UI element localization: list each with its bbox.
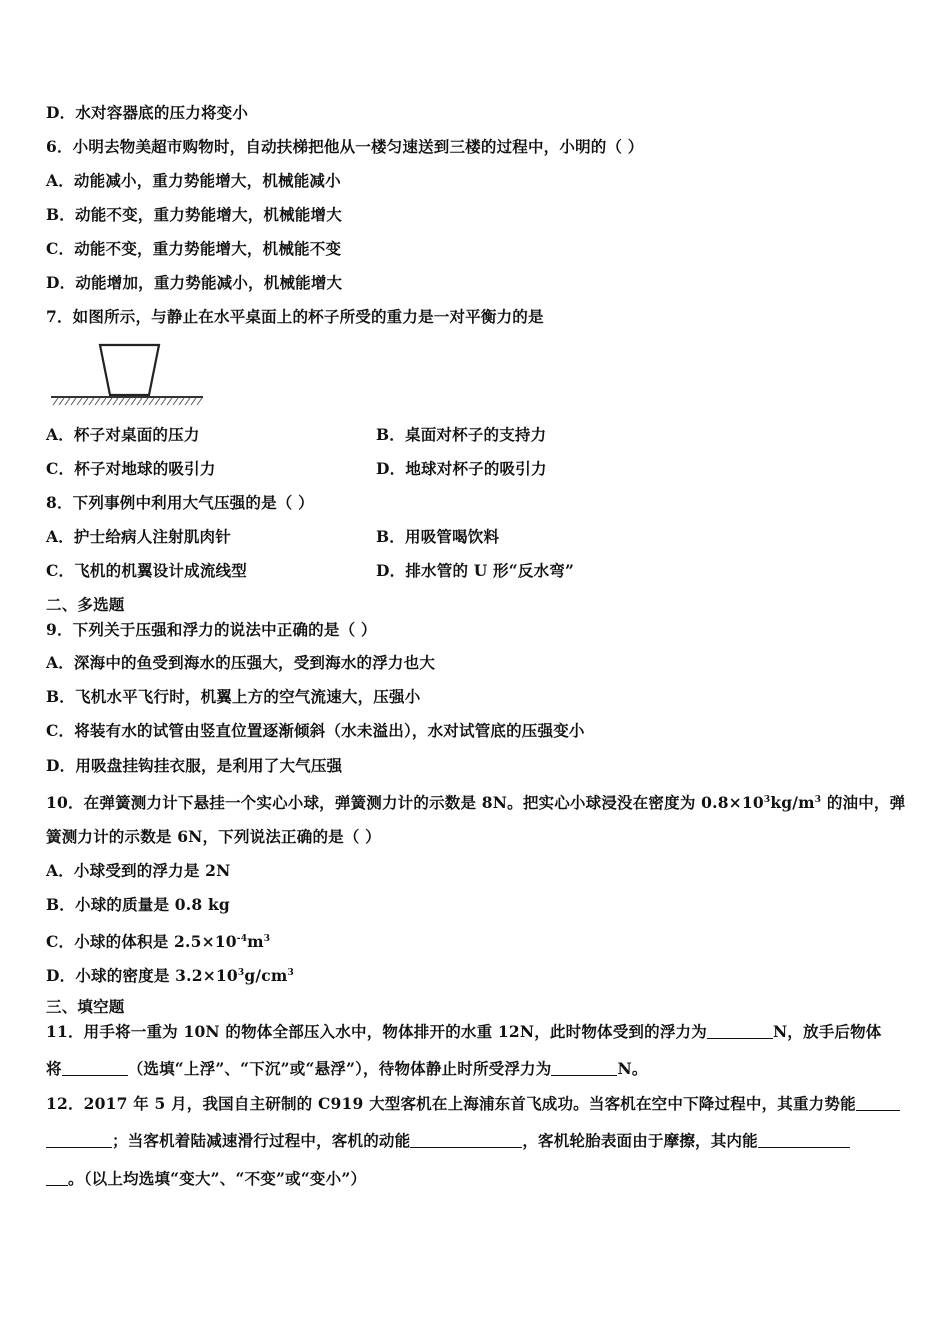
q7-option-a: A．杯子对桌面的压力 (46, 425, 200, 444)
q6-option-a: A．动能减小，重力势能增大，机械能减小 (46, 171, 341, 190)
question-10-line-2: 簧测力计的示数是 6N，下列说法正确的是（ ） (46, 827, 381, 846)
q11-text-c: 将 (46, 1059, 62, 1078)
q8-option-d: D．排水管的 U 形“反水弯” (376, 561, 575, 580)
q11-blank-3[interactable] (551, 1061, 617, 1076)
section-heading-multi-choice: 二、多选题 (46, 595, 125, 614)
q10d-sup-2: 3 (287, 968, 294, 978)
question-12-line-2 (46, 1131, 850, 1151)
q11-text-e: N。 (617, 1059, 648, 1078)
q8-option-a: A．护士给病人注射肌肉针 (46, 527, 231, 546)
q7-option-c: C．杯子对地球的吸引力 (46, 459, 216, 478)
q11-text-d: （选填“上浮”、“下沉”或“悬浮”），待物体静止时所受浮力为 (127, 1059, 552, 1078)
question-6: 6．小明去物美超市购物时，自动扶梯把他从一楼匀速送到三楼的过程中，小明的（ ） (46, 137, 644, 156)
table-hatching (53, 398, 202, 405)
q10-option-a: A．小球受到的浮力是 2N (46, 861, 231, 880)
q10-option-c (46, 929, 270, 952)
q10-text-a: 10．在弹簧测力计下悬挂一个实心小球，弹簧测力计的示数是 8N。把实心小球浸没在密度为 0.8×10 (46, 793, 764, 812)
option-d-line: D．水对容器底的压力将变小 (46, 103, 249, 122)
cup-shape (100, 345, 159, 395)
q6-option-c: C．动能不变，重力势能增大，机械能不变 (46, 239, 342, 258)
q6-option-b: B．动能不变，重力势能增大，机械能增大 (46, 205, 342, 224)
question-7: 7．如图所示，与静止在水平桌面上的杯子所受的重力是一对平衡力的是 (46, 307, 544, 326)
q10-option-b: B．小球的质量是 0.8 kg (46, 895, 230, 914)
q10d-sup-1: 3 (237, 968, 245, 978)
q10d-text-b: g/cm (244, 966, 288, 985)
q11-blank-1[interactable] (707, 1024, 773, 1039)
cup-on-table-figure (48, 342, 208, 408)
q10-option-d (46, 963, 294, 986)
q9-option-c: C．将装有水的试管由竖直位置逐渐倾斜（水未溢出），水对试管底的压强变小 (46, 721, 585, 740)
q12-text-a: 12．2017 年 5 月，我国自主研制的 C919 大型客机在上海浦东首飞成功。当客机在空中下降过程中，其重力势能 (46, 1094, 856, 1113)
q12-blank-3a[interactable] (758, 1133, 850, 1148)
q10-sup-2: 3 (814, 795, 822, 805)
q10-sup-1: 3 (763, 795, 771, 805)
q11-text-a: 11．用手将一重为 10N 的物体全部压入水中，物体排开的水重 12N，此时物体受到的浮力为 (46, 1022, 707, 1041)
q12-blank-1b[interactable] (46, 1133, 112, 1148)
question-12-line-3 (46, 1169, 366, 1189)
q9-option-a: A．深海中的鱼受到海水的压强大，受到海水的浮力也大 (46, 653, 436, 672)
q10c-sup-1: -4 (236, 934, 248, 944)
question-11-line-1 (46, 1022, 882, 1042)
q10d-text-a: D．小球的密度是 3.2×10 (46, 966, 238, 985)
q11-text-b: N，放手后物体 (772, 1022, 882, 1041)
q12-blank-2[interactable] (410, 1133, 522, 1148)
question-11-line-2 (46, 1059, 648, 1079)
question-8: 8．下列事例中利用大气压强的是（ ） (46, 493, 314, 512)
q10c-text-b: m (247, 932, 264, 951)
q8-option-b: B．用吸管喝饮料 (376, 527, 500, 546)
section-heading-fill-blank: 三、填空题 (46, 997, 125, 1016)
q10c-text-a: C．小球的体积是 2.5×10 (46, 932, 237, 951)
q6-option-d: D．动能增加，重力势能减小，机械能增大 (46, 273, 343, 292)
q10-text-c: 的油中，弹 (821, 793, 906, 812)
q10c-sup-2: 3 (263, 934, 271, 944)
question-12-line-1 (46, 1094, 900, 1114)
question-10-line-1 (46, 790, 905, 813)
q9-option-d: D．用吸盘挂钩挂衣服，是利用了大气压强 (46, 756, 343, 775)
q7-option-b: B．桌面对杯子的支持力 (376, 425, 547, 444)
question-9: 9．下列关于压强和浮力的说法中正确的是（ ） (46, 620, 377, 639)
q10-text-b: kg/m (770, 793, 815, 812)
q12-text-b: ；当客机着陆减速滑行过程中，客机的动能 (112, 1131, 411, 1150)
q12-text-c: ，客机轮胎表面由于摩擦，其内能 (522, 1131, 758, 1150)
q9-option-b: B．飞机水平飞行时，机翼上方的空气流速大，压强小 (46, 687, 421, 706)
q12-blank-3b[interactable] (46, 1171, 68, 1186)
q12-text-d: 。（以上均选填“变大”、“不变”或“变小”） (68, 1169, 367, 1188)
q7-option-d: D．地球对杯子的吸引力 (376, 459, 547, 478)
q12-blank-1a[interactable] (856, 1096, 900, 1111)
q8-option-c: C．飞机的机翼设计成流线型 (46, 561, 247, 580)
q11-blank-2[interactable] (62, 1061, 128, 1076)
